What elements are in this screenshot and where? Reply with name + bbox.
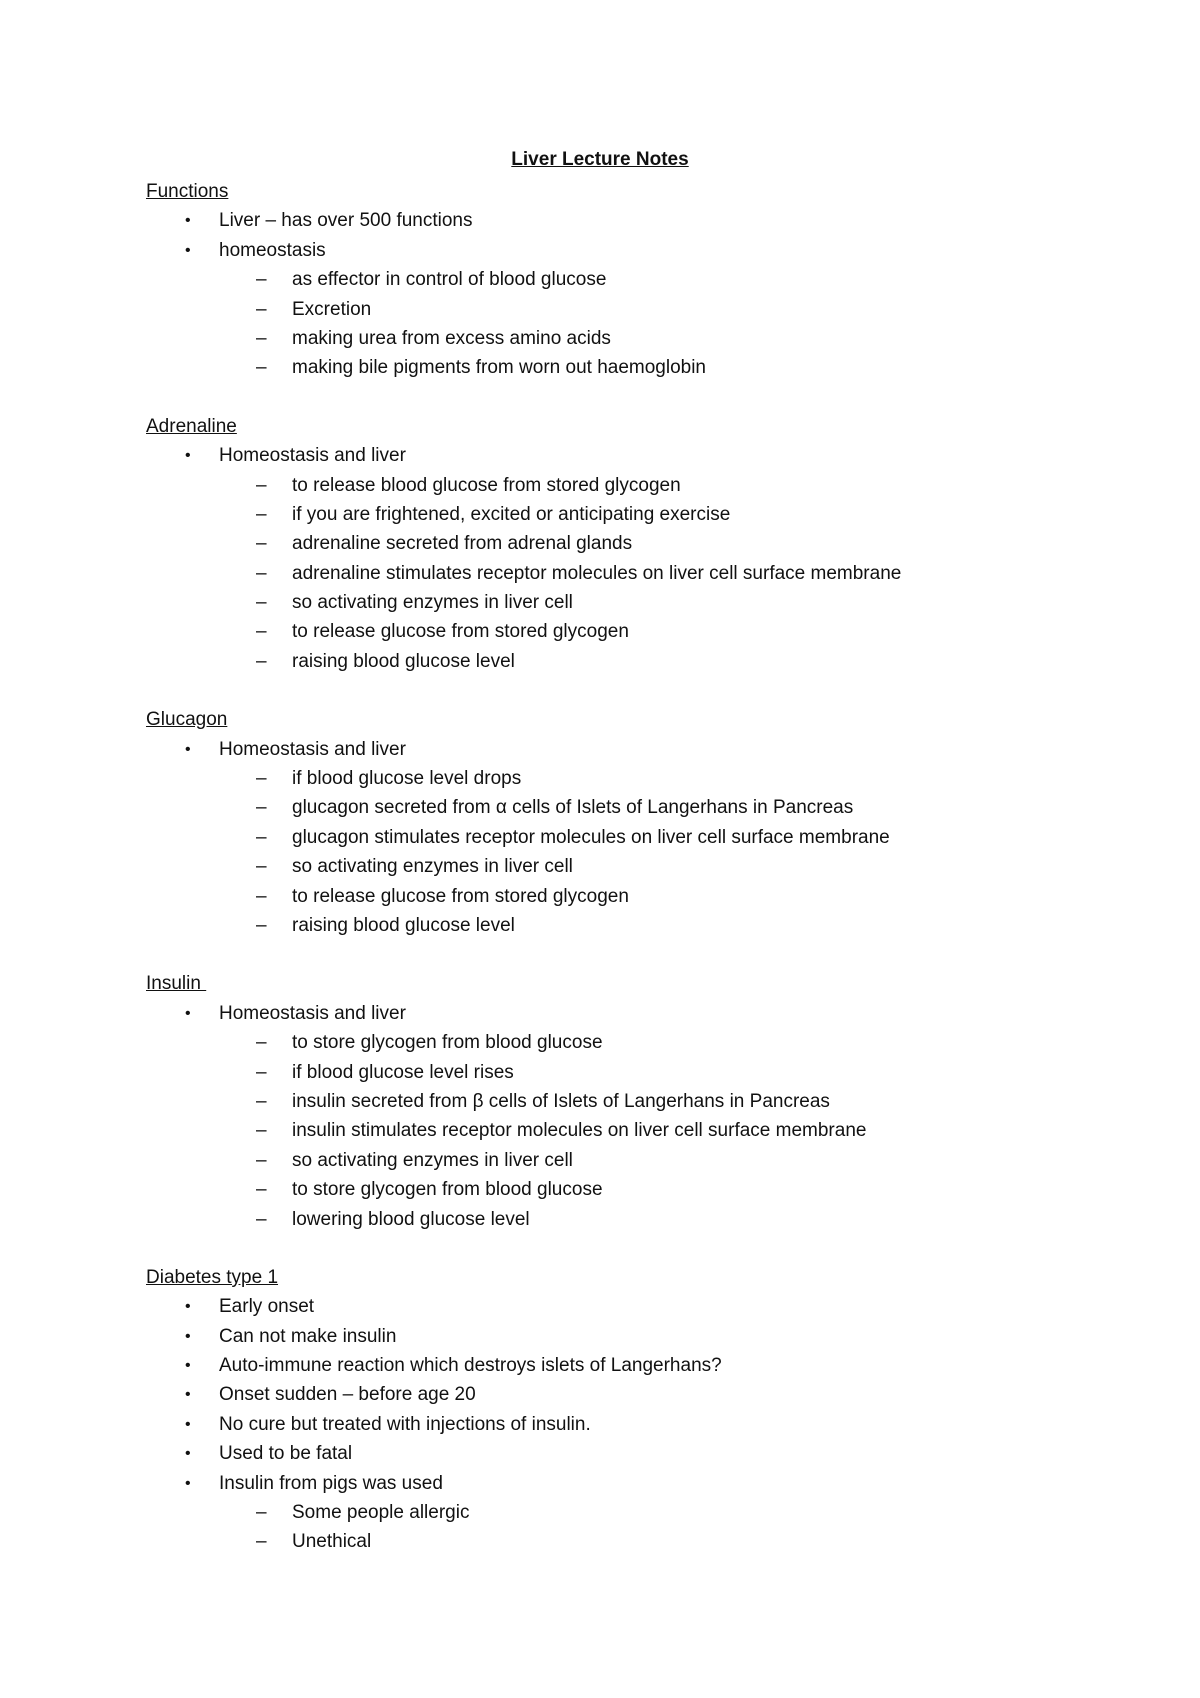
dash-icon: – [256,269,267,291]
bullet-icon: • [185,1298,191,1316]
bullet-item [146,1469,1146,1498]
dash-icon: – [256,533,267,555]
item-text: to release glucose from stored glycogen [292,885,629,907]
item-text: raising blood glucose level [292,914,515,936]
section [146,412,1146,677]
item-text: glucagon secreted from α cells of Islets of Langerhans in Pancreas [292,797,854,819]
dash-icon: – [256,621,267,643]
dash-icon: – [256,856,267,878]
item-text: Insulin from pigs was used [219,1472,443,1494]
item-text: if you are frightened, excited or anticipating exercise [292,503,731,525]
item-text: Auto-immune reaction which destroys islets of Langerhans? [219,1355,722,1377]
item-text: Homeostasis and liver [219,445,406,467]
notes-body [146,177,1146,1557]
item-text: adrenaline stimulates receptor molecules on liver cell surface membrane [292,562,902,584]
sub-bullet-item [146,1058,1146,1087]
item-text: insulin secreted from β cells of Islets of Langerhans in Pancreas [292,1090,830,1112]
dash-icon: – [256,1149,267,1171]
item-text: Early onset [219,1296,315,1318]
dash-icon: – [256,1179,267,1201]
item-text: adrenaline secreted from adrenal glands [292,533,633,555]
section-spacer [146,383,1146,412]
sub-bullet-item [146,353,1146,382]
item-text: to release glucose from stored glycogen [292,621,629,643]
item-text: Used to be fatal [219,1443,353,1465]
sub-bullet-item [146,852,1146,881]
item-text: making bile pigments from worn out haemoglobin [292,357,706,379]
item-text: insulin stimulates receptor molecules on liver cell surface membrane [292,1120,867,1142]
bullet-icon: • [185,212,191,230]
item-text: making urea from excess amino acids [292,327,611,349]
bullet-item [146,236,1146,265]
section-spacer [146,940,1146,969]
sub-bullet-item [146,1498,1146,1527]
sub-bullet-item [146,295,1146,324]
sub-bullet-item [146,471,1146,500]
sub-bullet-item [146,265,1146,294]
item-text: homeostasis [219,239,326,261]
bullet-icon: • [185,1386,191,1404]
section-heading: Diabetes type 1 [146,1266,279,1288]
section [146,705,1146,940]
bullet-icon: • [185,1415,191,1433]
section-heading: Adrenaline [146,415,237,437]
bullet-item [146,999,1146,1028]
section-heading: Glucagon [146,709,228,731]
bullet-item [146,1380,1146,1409]
sub-bullet-item [146,911,1146,940]
page-title: Liver Lecture Notes [511,149,689,170]
sub-bullet-item [146,647,1146,676]
item-text: Can not make insulin [219,1325,397,1347]
dash-icon: – [256,1208,267,1230]
item-text: Excretion [292,298,372,320]
item-text: raising blood glucose level [292,650,515,672]
bullet-item [146,441,1146,470]
dash-icon: – [256,327,267,349]
dash-icon: – [256,650,267,672]
sub-bullet-item [146,1116,1146,1145]
item-text: if blood glucose level rises [292,1061,514,1083]
bullet-icon: • [185,740,191,758]
sub-bullet-item [146,1205,1146,1234]
dash-icon: – [256,1531,267,1553]
item-text: to release blood glucose from stored glycogen [292,474,681,496]
sub-bullet-item [146,764,1146,793]
sub-bullet-item [146,1527,1146,1556]
bullet-item [146,1292,1146,1321]
section [146,177,1146,383]
section-heading: Functions [146,181,229,202]
item-text: to store glycogen from blood glucose [292,1179,603,1201]
item-text: if blood glucose level drops [292,768,522,790]
item-text: Liver – has over 500 functions [219,210,473,232]
item-text: so activating enzymes in liver cell [292,856,573,878]
dash-icon: – [256,1120,267,1142]
sub-bullet-item [146,1028,1146,1057]
dash-icon: – [256,797,267,819]
item-text: Onset sudden – before age 20 [219,1384,476,1406]
item-text: No cure but treated with injections of insulin. [219,1413,591,1435]
sub-bullet-item [146,559,1146,588]
section [146,969,1146,1234]
bullet-icon: • [185,1357,191,1375]
sub-bullet-item [146,823,1146,852]
bullet-item [146,1351,1146,1380]
sub-bullet-item [146,1087,1146,1116]
dash-icon: – [256,1032,267,1054]
dash-icon: – [256,914,267,936]
sub-bullet-item [146,529,1146,558]
bullet-icon: • [185,241,191,259]
section-spacer [146,1234,1146,1263]
bullet-icon: • [185,1474,191,1492]
section-heading: Insulin [146,973,207,995]
dash-icon: – [256,298,267,320]
bullet-item [146,735,1146,764]
dash-icon: – [256,562,267,584]
item-text: lowering blood glucose level [292,1208,530,1230]
bullet-icon: • [185,1327,191,1345]
item-text: Some people allergic [292,1502,470,1524]
bullet-icon: • [185,1004,191,1022]
sub-bullet-item [146,500,1146,529]
item-text: glucagon stimulates receptor molecules on liver cell surface membrane [292,826,890,848]
item-text: as effector in control of blood glucose [292,269,607,291]
sub-bullet-item [146,882,1146,911]
dash-icon: – [256,474,267,496]
dash-icon: – [256,1061,267,1083]
bullet-item [146,1439,1146,1468]
item-text: so activating enzymes in liver cell [292,592,573,614]
bullet-item [146,1410,1146,1439]
bullet-icon: • [185,447,191,465]
dash-icon: – [256,768,267,790]
dash-icon: – [256,826,267,848]
item-text: so activating enzymes in liver cell [292,1149,573,1171]
item-text: Homeostasis and liver [219,1002,406,1024]
sub-bullet-item [146,1146,1146,1175]
dash-icon: – [256,1090,267,1112]
item-text: Homeostasis and liver [219,738,406,760]
dash-icon: – [256,592,267,614]
bullet-item [146,206,1146,235]
dash-icon: – [256,503,267,525]
dash-icon: – [256,885,267,907]
dash-icon: – [256,1502,267,1524]
item-text: Unethical [292,1531,372,1553]
section-spacer [146,676,1146,705]
sub-bullet-item [146,793,1146,822]
sub-bullet-item [146,588,1146,617]
item-text: to store glycogen from blood glucose [292,1032,603,1054]
sub-bullet-item [146,1175,1146,1204]
section [146,1263,1146,1557]
bullet-icon: • [185,1445,191,1463]
sub-bullet-item [146,617,1146,646]
dash-icon: – [256,357,267,379]
bullet-item [146,1322,1146,1351]
sub-bullet-item [146,324,1146,353]
